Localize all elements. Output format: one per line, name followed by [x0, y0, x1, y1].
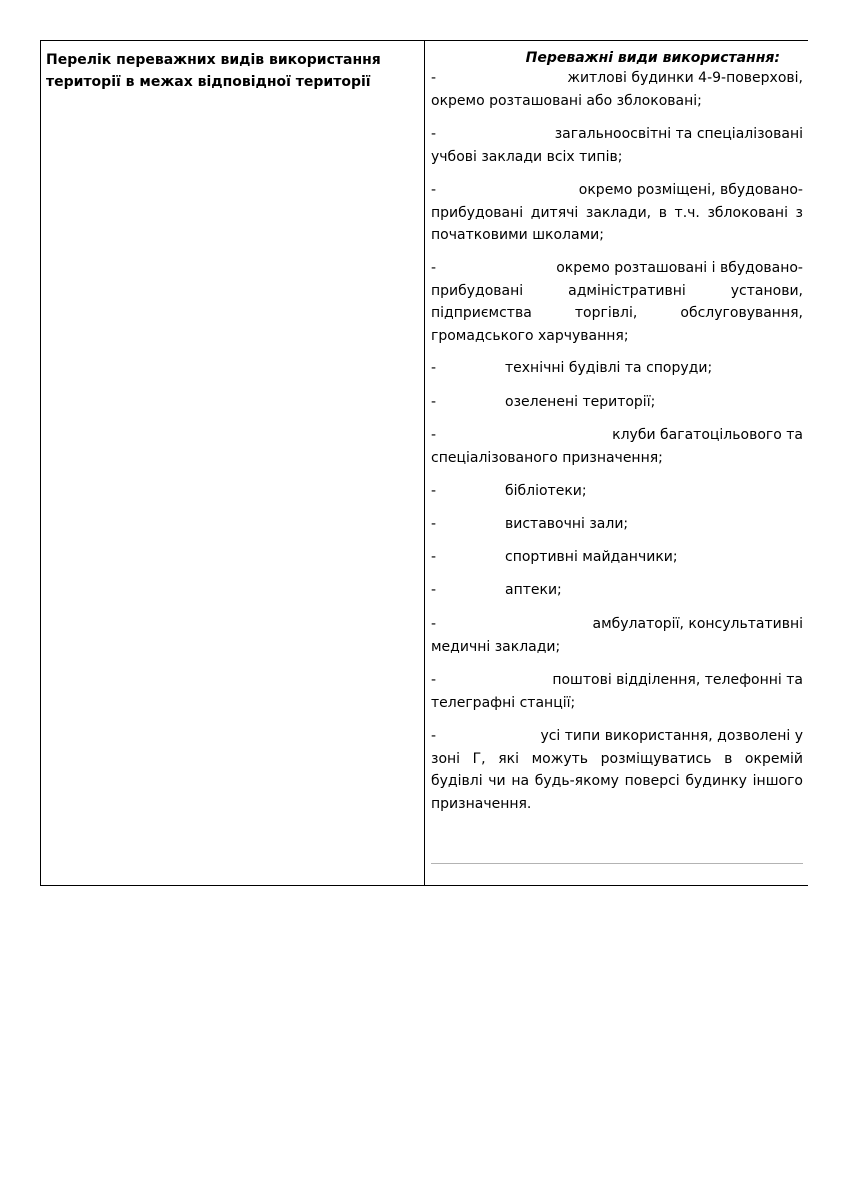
list-dash: - [431, 394, 437, 410]
list-dash: - [431, 427, 437, 443]
list-item-first-line: виставочні зали; [505, 516, 629, 532]
list-item-first-line: житлові будинки 4-9-поверхові, [567, 70, 803, 86]
list-item-first-line: загальноосвітні та спеціалізовані [554, 126, 803, 142]
list-item [431, 257, 803, 347]
list-item-first-line: озеленені території; [505, 394, 656, 410]
list-item-continuation: зоні Г, які можуть розміщуватись в окремій будівлі чи на будь-якому поверсі будинку іншого призначення. [431, 750, 803, 812]
list-item-first-line: окремо розташовані і вбудовано- [556, 260, 803, 276]
list-dash: - [431, 516, 437, 532]
list-item [431, 391, 803, 414]
list-dash: - [431, 549, 437, 565]
list-item-continuation: медичні заклади; [431, 638, 561, 655]
list-item [431, 725, 803, 815]
list-item [431, 123, 803, 168]
list-item-first-line: технічні будівлі та споруди; [505, 360, 713, 376]
list-item [431, 67, 803, 112]
list-item [431, 579, 803, 602]
list-dash: - [431, 360, 437, 376]
list-dash: - [431, 672, 437, 688]
list-dash: - [431, 260, 437, 276]
list-item [431, 424, 803, 469]
list-item-first-line: спортивні майданчики; [505, 549, 678, 565]
list-item [431, 179, 803, 247]
list-item-continuation: спеціалізованого призначення; [431, 449, 663, 466]
list-item [431, 513, 803, 536]
list-item-first-line: окремо розміщені, вбудовано- [578, 182, 803, 198]
list-item-continuation: прибудовані адміністративні установи, підприємства торгівлі, обслуговування, громадського харчування; [431, 282, 803, 344]
list-item-first-line: бібліотеки; [505, 483, 587, 499]
list-dash: - [431, 182, 437, 198]
list-item [431, 480, 803, 503]
list-item [431, 546, 803, 569]
list-item [431, 613, 803, 658]
list-dash: - [431, 483, 437, 499]
list-dash: - [431, 70, 437, 86]
list-item-continuation: прибудовані дитячі заклади, в т.ч. зблоковані з початковими школами; [431, 204, 803, 243]
list-item-continuation: телеграфні станції; [431, 694, 576, 711]
list-item [431, 357, 803, 380]
list-item-continuation: учбові заклади всіх типів; [431, 148, 623, 165]
list-dash: - [431, 582, 437, 598]
list-dash: - [431, 126, 437, 142]
zoning-table [40, 40, 808, 886]
uses-heading: Переважні види використання: [525, 50, 780, 66]
list-dash: - [431, 616, 437, 632]
list-item-first-line: аптеки; [505, 582, 562, 598]
bottom-divider [431, 863, 803, 864]
right-column-cell [426, 41, 809, 885]
list-dash: - [431, 728, 437, 744]
list-item-first-line: амбулаторії, консультативні [592, 616, 803, 632]
left-column-title: Перелік переважних видів використання території в межах відповідної території [46, 52, 381, 90]
list-item-continuation: окремо розташовані або зблоковані; [431, 92, 702, 109]
left-column-cell [41, 41, 425, 885]
list-item-first-line: клуби багатоцільового та [612, 427, 803, 443]
list-item [431, 669, 803, 714]
list-item-first-line: усі типи використання, дозволені у [540, 728, 803, 744]
list-item-first-line: поштові відділення, телефонні та [552, 672, 803, 688]
